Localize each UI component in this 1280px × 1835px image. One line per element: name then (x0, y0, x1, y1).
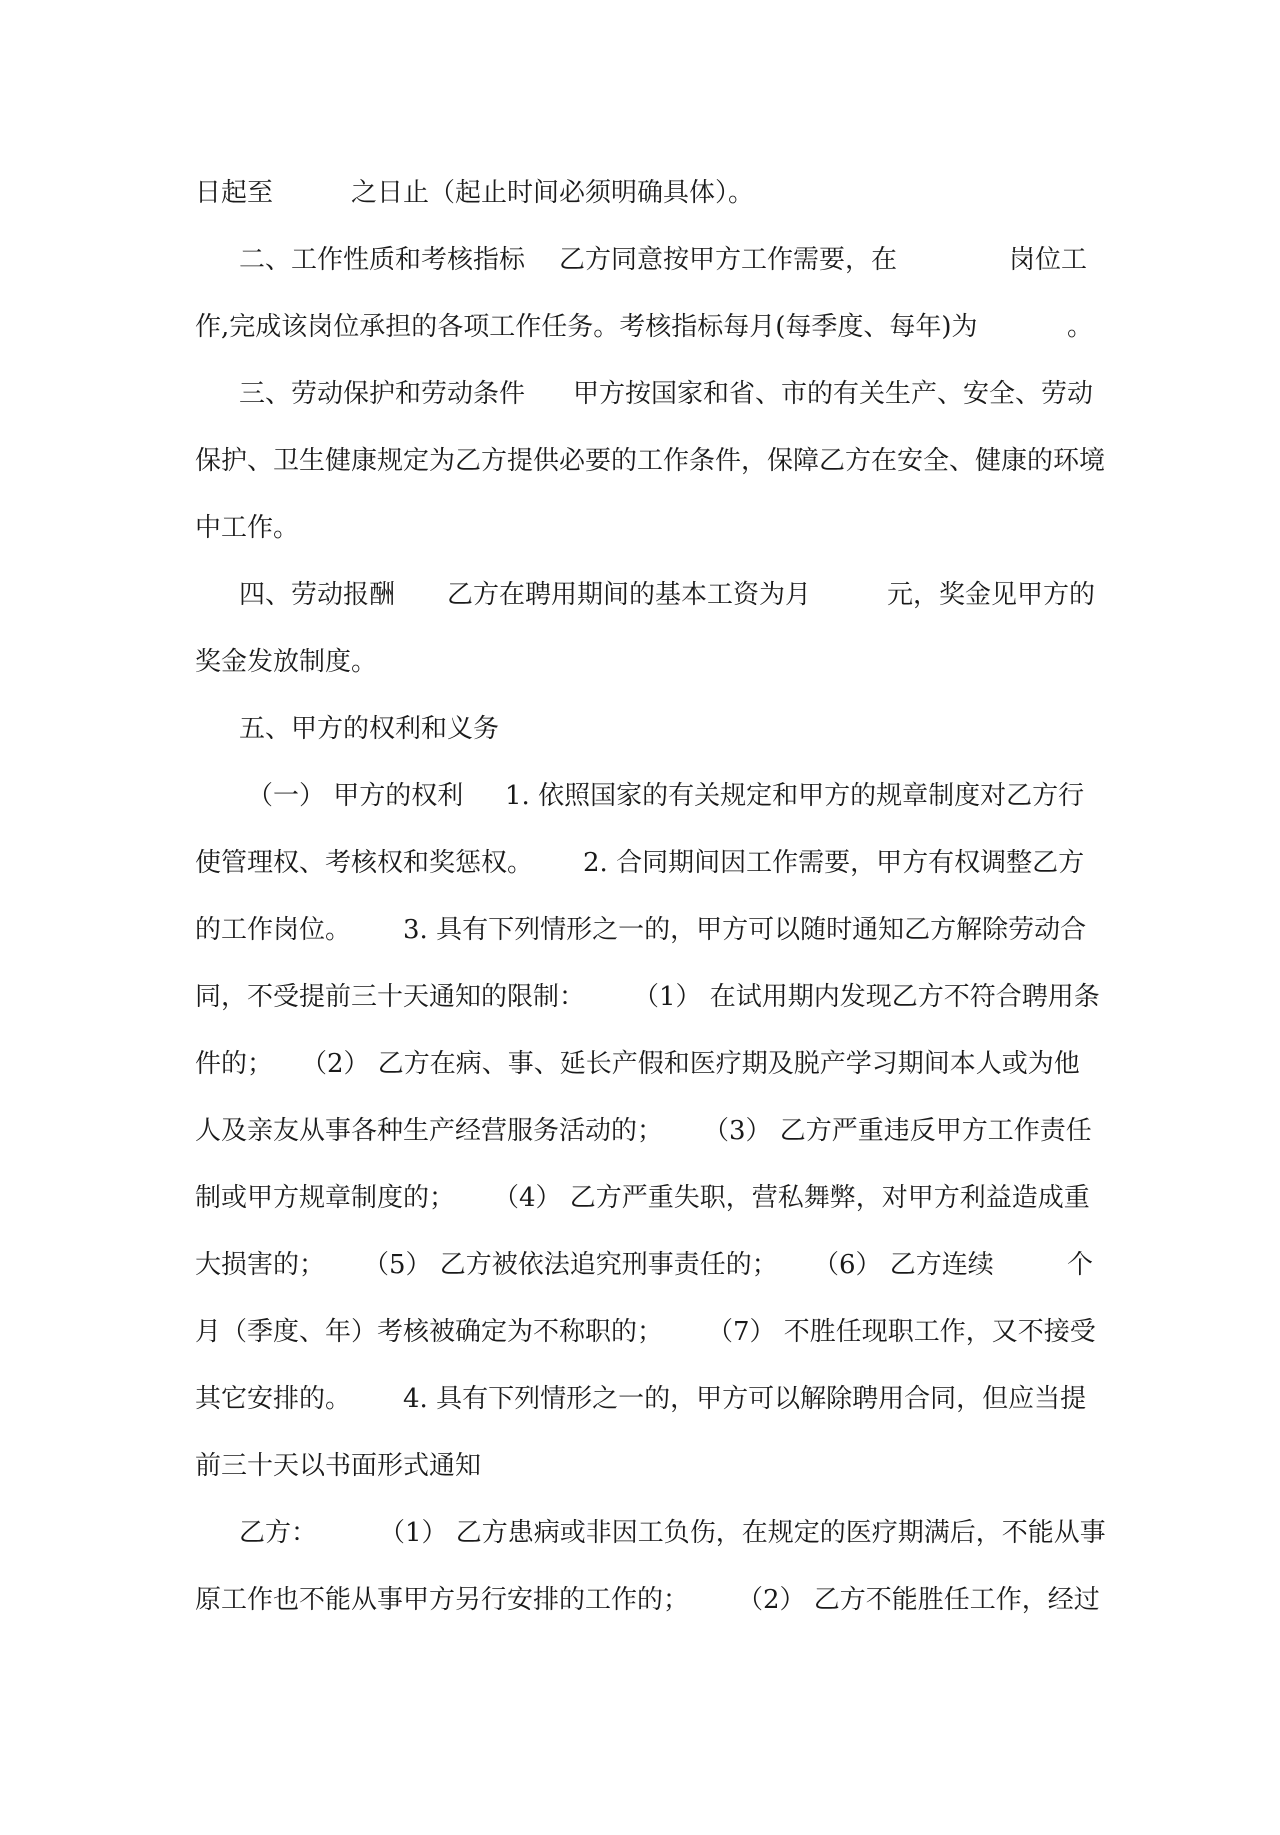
subsection-line (195, 763, 1095, 830)
text-line (195, 294, 1095, 361)
text-line (195, 428, 1106, 495)
section-heading-line (195, 562, 1095, 629)
text-segment: 。 (1067, 312, 1094, 342)
text-segment: 原工作也不能从事甲方另行安排的工作的； (195, 1585, 690, 1615)
text-segment: 日起至 (195, 178, 274, 208)
text-segment: 乙方在聘用期间的基本工资为月 (447, 580, 812, 610)
text-segment: 月（季度、年）考核被确定为不称职的； (195, 1317, 664, 1347)
text-segment: 其它安排的。 (195, 1384, 352, 1414)
section-heading-line (195, 227, 1095, 294)
text-segment: 乙方同意按甲方工作需要，在 (559, 245, 898, 275)
section-heading: 三、劳动保护和劳动条件 (239, 379, 526, 409)
section-heading: 二、工作性质和考核指标 (239, 245, 526, 275)
text-segment: 人及亲友从事各种生产经营服务活动的； (195, 1116, 664, 1146)
text-segment: 元，奖金见甲方的 (887, 580, 1096, 610)
text-line (195, 495, 1095, 562)
text-segment: 作,完成该岗位承担的各项工作任务。考核指标每月(每季度、每年)为 (195, 312, 978, 342)
section-heading: 四、劳动报酬 (239, 580, 396, 610)
text-segment: （2） 乙方在病、事、延长产假和医疗期及脱产学习期间本人或为他 (301, 1049, 1080, 1079)
text-line (195, 1165, 1095, 1232)
text-segment: 1. 依照国家的有关规定和甲方的规章制度对乙方行 (505, 781, 1085, 811)
contract-text-body (195, 160, 1106, 1634)
section-heading-line (195, 361, 1095, 428)
text-line (195, 629, 1095, 696)
text-segment: （1） 在试用期内发现乙方不符合聘用条 (633, 982, 1100, 1012)
text-segment: 甲方按国家和省、市的有关生产、安全、劳动 (573, 379, 1094, 409)
text-segment: （2） 乙方不能胜任工作，经过 (737, 1585, 1100, 1615)
text-segment: 前三十天以书面形式通知 (195, 1451, 482, 1481)
text-segment: 的工作岗位。 (195, 915, 352, 945)
text-segment: 个 (1067, 1250, 1094, 1280)
text-segment: 使管理权、考核权和奖惩权。 (195, 848, 534, 878)
text-line (195, 964, 1100, 1031)
text-segment: （1） 乙方患病或非因工负伤，在规定的医疗期满后，不能从事 (379, 1518, 1106, 1548)
text-line (195, 897, 1095, 964)
text-segment: （7） 不胜任现职工作，又不接受 (707, 1317, 1096, 1347)
section-heading-line (195, 696, 1095, 763)
text-line (195, 1299, 1095, 1366)
text-segment: 岗位工 (1009, 245, 1088, 275)
text-line (195, 1232, 1095, 1299)
text-segment: （3） 乙方严重违反甲方工作责任 (703, 1116, 1092, 1146)
text-segment: 3. 具有下列情形之一的，甲方可以随时通知乙方解除劳动合 (403, 915, 1087, 945)
text-segment: （4） 乙方严重失职，营私舞弊，对甲方利益造成重 (493, 1183, 1090, 1213)
text-line (195, 1366, 1095, 1433)
text-segment: （6） 乙方连续 (813, 1250, 994, 1280)
subsection-heading: （一） 甲方的权利 (247, 781, 464, 811)
section-heading: 五、甲方的权利和义务 (239, 714, 500, 744)
text-segment: 保护、卫生健康规定为乙方提供必要的工作条件，保障乙方在安全、健康的环境 (195, 446, 1106, 476)
text-line (195, 1567, 1100, 1634)
text-segment: 乙方： (239, 1518, 318, 1548)
text-segment: 之日止（起止时间必须明确具体）。 (351, 178, 755, 208)
text-line (195, 1098, 1095, 1165)
text-segment: 2. 合同期间因工作需要，甲方有权调整乙方 (583, 848, 1085, 878)
text-line (195, 1433, 1095, 1500)
text-segment: （5） 乙方被依法追究刑事责任的； (363, 1250, 778, 1280)
text-segment: 奖金发放制度。 (195, 647, 378, 677)
text-line (195, 1500, 1106, 1567)
text-segment: 大损害的； (195, 1250, 326, 1280)
text-segment: 中工作。 (195, 513, 300, 543)
text-segment: 制或甲方规章制度的； (195, 1183, 456, 1213)
text-line (195, 160, 1095, 227)
text-line (195, 1031, 1095, 1098)
text-segment: 同，不受提前三十天通知的限制： (195, 982, 586, 1012)
text-segment: 件的； (195, 1049, 274, 1079)
text-segment: 4. 具有下列情形之一的，甲方可以解除聘用合同，但应当提 (403, 1384, 1087, 1414)
text-line (195, 830, 1095, 897)
